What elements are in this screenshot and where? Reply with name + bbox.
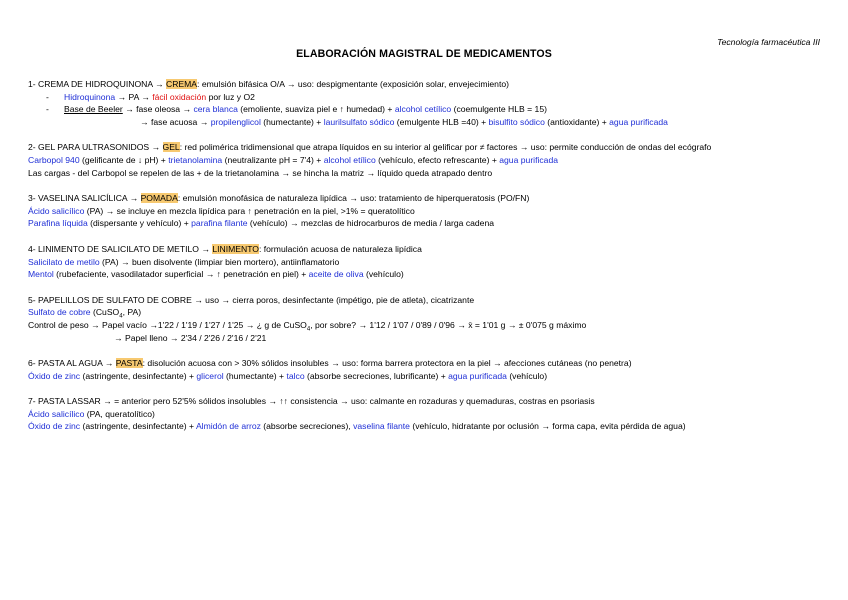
section-pasta-lassar [28,395,823,433]
text: (antioxidante) + [544,116,610,127]
section-heading: 5- PAPELILLOS DE SULFATO DE COBRE → uso → cierra poros, desinfectante (impétigo, pie de atleta), cicatrizante [28,294,475,305]
text: (emulgente HLB =40) + [394,116,489,127]
text: (humectante) + [260,116,324,127]
heading-desc: : emulsión monofásica de naturaleza lipídica → uso: tratamiento de hiperqueratosis (PO/FN) [177,193,530,204]
list-item [28,116,823,129]
form-highlight: CREMA [166,79,198,89]
ingredient: Sulfato de cobre [28,307,91,318]
dash-bullet: - [46,91,49,102]
section-heading [28,243,823,256]
document-title: ELABORACIÓN MAGISTRAL DE MEDICAMENTOS [296,48,552,60]
ingredient: Parafina líquida [28,218,88,229]
text: Control de peso → Papel vacío →1'22 / 1'19 / 1'27 / 1'25 → ¿ g de CuSO [28,319,307,330]
ingredient: Carbopol 940 [28,154,80,165]
text: (vehículo, efecto refrescante) + [375,154,500,165]
text: (vehículo) [363,269,404,280]
subscript: 4 [306,326,311,333]
form-highlight: PASTA [115,358,143,369]
ingredient: bisulfito sódico [488,116,545,127]
text: (coemulgente HLB = 15) [451,104,547,115]
underlined-term: Base de Beeler [64,104,123,115]
form-highlight: POMADA [140,193,178,204]
section-heading [28,141,823,154]
ingredient: vaselina filante [353,421,410,432]
text: (humectante) + [223,370,287,381]
list-item [28,319,823,332]
ingredient: agua purificada [499,154,559,165]
ingredient: parafina filante [191,218,248,229]
section-heading [28,192,823,205]
ingredient: Óxido de zinc [28,370,81,381]
ingredient: Salicilato de metilo [28,256,100,267]
text: → fase acuosa → [140,116,211,127]
list-item [28,420,823,433]
heading-text: 1- CREMA DE HIDROQUINONA → [28,79,166,89]
text: (vehículo) → mezclas de hidrocarburos de media / larga cadena [247,218,495,229]
ingredient: propilenglicol [210,116,261,127]
heading-desc: : red polimérica tridimensional que atrapa líquidos en su interior al gelificar por ≠ factores → uso: permite conducción de ondas del ecógrafo [179,142,712,153]
heading-desc: : emulsión bifásica O/A → uso: despigmentante (exposición solar, envejecimiento) [197,79,509,89]
list-item: Las cargas - del Carbopol se repelen de las + de la trietanolamina → se hincha la matriz → líquido queda atrapado dentro [28,167,493,178]
heading-text: 3- VASELINA SALICÍLICA → [28,193,141,204]
section-pomada [28,192,823,230]
ingredient: cera blanca [193,104,238,115]
heading-text: 2- GEL PARA ULTRASONIDOS → [28,142,163,153]
text: (PA) → se incluye en mezcla lipídica para ↑ penetración en la piel, >1% = queratolítico [84,205,415,216]
section-heading [28,357,823,370]
section-papelillos [28,294,823,344]
heading-desc: : disolución acuosa con > 30% sólidos insolubles → uso: forma barrera protectora en la piel → afecciones cutáneas (no penetra) [142,358,632,369]
ingredient: Almidón de arroz [195,421,261,432]
ingredient: alcohol etílico [323,154,376,165]
text: por luz y O2 [206,91,255,102]
warning-text: fácil oxidación [152,91,207,102]
list-item [28,154,823,167]
text: (rubefaciente, vasodilatador superficial → ↑ penetración en piel) + [53,269,309,280]
list-item [28,103,823,116]
ingredient: laurilsulfato sódico [323,116,395,127]
heading-text: 4- LINIMENTO DE SALICILATO DE METILO → [28,243,213,254]
section-pasta-agua [28,357,823,382]
ingredient: trietanolamina [168,154,223,165]
text: (neutralizante pH = 7'4) + [222,154,324,165]
ingredient: agua purificada [448,370,507,381]
section-crema [28,78,823,128]
text: (vehículo, hidratante por oclusión → forma capa, evita pérdida de agua) [409,421,686,432]
text: (absorbe secreciones), [260,421,354,432]
ingredient: agua purificada [609,116,668,127]
text: (PA) → buen disolvente (limpiar bien mortero), antiinflamatorio [99,256,340,267]
heading-text: 6- PASTA AL AGUA → [28,358,116,369]
dash-bullet: - [46,104,49,115]
section-heading: 7- PASTA LASSAR → = anterior pero 52'5% sólidos insolubles → ↑↑ consistencia → uso: calmante en rozaduras y quemaduras, costras en psoriasis [28,396,595,407]
text: → PA → [115,91,153,102]
list-item [28,370,823,383]
list-item [28,268,823,281]
text: (vehículo) [506,370,548,381]
text: (astringente, desinfectante) + [80,421,196,432]
subscript: 4 [119,314,123,321]
ingredient: aceite de oliva [308,269,364,280]
ingredient: alcohol cetílico [394,104,452,115]
text: (PA, queratolítico) [84,408,155,419]
text: , PA) [122,307,142,318]
ingredient: Mentol [28,269,54,280]
ingredient: Ácido salicílico [28,408,85,419]
section-linimento [28,243,823,281]
text: (CuSO [90,307,120,318]
text: , por sobre? → 1'12 / 1'07 / 0'89 / 0'96 → x̄ = 1'01 g → ± 0'075 g máximo [310,319,587,330]
ingredient: talco [286,370,305,381]
section-gel [28,141,823,179]
section-heading [28,78,823,91]
form-highlight: LINIMENTO [212,243,259,254]
list-item [28,306,823,319]
list-item [28,256,823,269]
header-note: Tecnología farmacéutica III [717,37,820,47]
text: (emoliente, suaviza piel e ↑ humedad) + [237,104,395,115]
heading-desc: : formulación acuosa de naturaleza lipídica [258,243,422,254]
document-body [28,78,823,446]
list-item [28,205,823,218]
list-item [28,408,823,421]
list-item [28,217,823,230]
ingredient: glicerol [196,370,224,381]
ingredient: Hidroquinona [64,91,116,102]
text: → fase oleosa → [122,104,194,115]
ingredient: Ácido salicílico [28,205,85,216]
text: (dispersante y vehículo) + [87,218,192,229]
ingredient: Óxido de zinc [28,421,81,432]
list-item: → Papel lleno → 2'34 / 2'26 / 2'16 / 2'21 [114,332,267,343]
form-highlight: GEL [162,142,180,153]
text: (gelificante de ↓ pH) + [79,154,169,165]
text: (absorbe secreciones, lubrificante) + [304,370,449,381]
text: (astringente, desinfectante) + [80,370,197,381]
list-item [28,91,823,104]
